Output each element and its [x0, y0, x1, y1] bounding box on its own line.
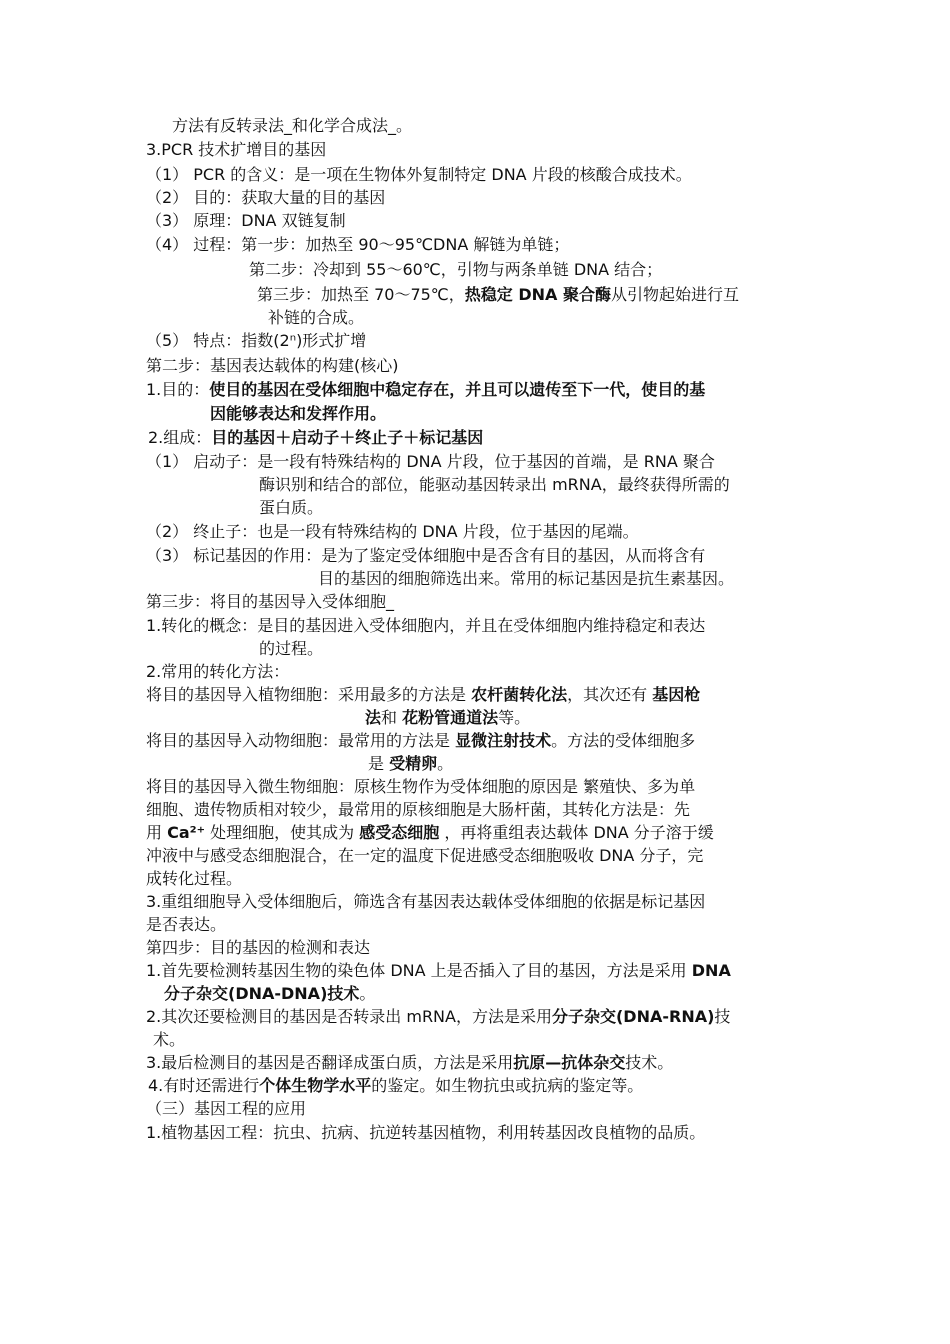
text-segment: 将目的基因导入植物细胞：采用最多的方法是 — [146, 685, 472, 704]
bold-term: 抗原—抗体杂交 — [513, 1053, 626, 1072]
text-line — [146, 684, 700, 706]
text-segment: 4.有时还需进行 — [148, 1076, 260, 1095]
text-segment: 成转化过程。 — [146, 869, 243, 888]
text-line — [148, 427, 483, 449]
text-line — [146, 822, 714, 844]
text-line — [146, 891, 705, 913]
text-segment: 3.PCR 技术扩增目的基因 — [146, 140, 327, 159]
text-segment: 2.常用的转化方法： — [146, 662, 290, 681]
text-segment: 细胞、遗传物质相对较少，最常用的原核细胞是大肠杆菌，其转化方法是：先 — [146, 800, 691, 819]
bold-term: 因能够表达和发挥作用。 — [210, 404, 387, 423]
text-line — [146, 379, 705, 401]
section-heading — [146, 937, 370, 959]
text-segment: 技 — [714, 1007, 731, 1026]
text-segment: 等。 — [498, 708, 531, 727]
text-line — [146, 1006, 730, 1028]
bold-term: 分子杂交(DNA-DNA)技术 — [164, 984, 360, 1003]
text-segment: 。 — [359, 984, 376, 1003]
text-segment: 冲液中与感受态细胞混合，在一定的温度下促进感受态细胞吸收 DNA 分子，完 — [146, 846, 704, 865]
text-segment: 第三步：将目的基因导入受体细胞_ — [146, 592, 395, 611]
text-line — [164, 983, 375, 1005]
bold-term: 使目的基因在受体细胞中稳定存在，并且可以遗传至下一代，使目的基 — [209, 380, 706, 399]
bold-term: 目的基因＋启动子＋终止子＋标记基因 — [211, 428, 484, 447]
text-line — [146, 960, 731, 982]
text-segment: （三）基因工程的应用 — [146, 1099, 307, 1118]
text-line — [257, 284, 739, 306]
text-line — [249, 259, 662, 281]
text-line — [259, 497, 323, 519]
text-line — [259, 638, 323, 660]
text-segment: 第三步：加热至 70～75℃， — [257, 285, 465, 304]
bold-term: 受精卵 — [389, 754, 438, 773]
text-segment: 补链的合成。 — [268, 308, 365, 327]
text-segment: 蛋白质。 — [259, 498, 324, 517]
text-segment: ，其次还有 — [567, 685, 653, 704]
text-segment: 3.重组细胞导入受体细胞后，筛选含有基因表达载体受体细胞的依据是标记基因 — [146, 892, 706, 911]
text-line — [365, 707, 530, 729]
text-line — [146, 164, 692, 186]
bold-term: 感受态细胞 — [359, 823, 440, 842]
text-line — [146, 210, 346, 232]
text-line — [146, 845, 703, 867]
bold-term: 个体生物学水平 — [259, 1076, 372, 1095]
text-segment: 术。 — [153, 1030, 186, 1049]
bold-term: 基因枪 — [652, 685, 701, 704]
text-segment: 3.最后检测目的基因是否翻译成蛋白质，方法是采用 — [146, 1053, 514, 1072]
text-line — [268, 307, 364, 329]
section-heading — [146, 355, 399, 377]
text-line — [146, 234, 569, 256]
text-line — [259, 474, 730, 496]
text-segment: 1.目的： — [146, 380, 210, 399]
bold-term: 热稳定 DNA 聚合酶 — [464, 285, 611, 304]
text-segment: 将目的基因导入微生物细胞：原核生物作为受体细胞的原因是 繁殖快、多为单 — [146, 777, 696, 796]
text-segment: 第二步：基因表达载体的构建(核心) — [146, 356, 399, 375]
text-segment: 1.转化的概念：是目的基因进入受体细胞内，并且在受体细胞内维持稳定和表达 — [146, 616, 706, 635]
text-segment: 技术。 — [625, 1053, 674, 1072]
text-segment: ，再将重组表达载体 DNA 分子溶于缓 — [439, 823, 714, 842]
text-segment: （4） 过程：第一步：加热至 90～95℃DNA 解链为单链； — [146, 235, 570, 254]
bold-term: Ca²⁺ — [167, 823, 206, 842]
text-line — [153, 1029, 185, 1051]
text-segment: （3） 原理：DNA 双链复制 — [146, 211, 346, 230]
text-segment: （1） PCR 的含义：是一项在生物体外复制特定 DNA 片段的核酸合成技术。 — [146, 165, 692, 184]
text-segment: （5） 特点：指数(2ⁿ)形式扩增 — [146, 331, 367, 350]
text-segment: 从引物起始进行互 — [610, 285, 739, 304]
text-segment: 和 — [381, 708, 403, 727]
text-segment: （2） 终止子：也是一段有特殊结构的 DNA 片段，位于基因的尾端。 — [146, 522, 639, 541]
text-segment: 是否表达。 — [146, 915, 227, 934]
text-segment: 方法有反转录法_和化学合成法_。 — [172, 116, 413, 135]
bold-term: 法 — [365, 708, 382, 727]
text-line — [368, 753, 453, 775]
bold-term: 分子杂交(DNA-RNA) — [551, 1007, 715, 1026]
text-segment: 。 — [437, 754, 454, 773]
section-heading — [146, 139, 326, 161]
text-line — [318, 568, 734, 590]
text-segment: 。方法的受体细胞多 — [551, 731, 696, 750]
section-heading — [146, 1098, 306, 1120]
text-line — [146, 615, 705, 637]
text-line — [146, 330, 366, 352]
text-line — [172, 115, 412, 137]
text-line — [146, 545, 705, 567]
text-segment: 2.组成： — [148, 428, 212, 447]
text-line — [146, 1122, 705, 1144]
text-segment: 处理细胞，使其成为 — [205, 823, 360, 842]
text-line — [148, 1075, 643, 1097]
text-segment: 是 — [368, 754, 390, 773]
text-segment: 1.首先要检测转基因生物的染色体 DNA 上是否插入了目的基因，方法是采用 — [146, 961, 692, 980]
text-line — [146, 799, 690, 821]
text-line — [146, 776, 695, 798]
text-segment: 第二步：冷却到 55～60℃，引物与两条单链 DNA 结合； — [249, 260, 663, 279]
bold-term: DNA — [691, 961, 731, 980]
text-segment: （1） 启动子：是一段有特殊结构的 DNA 片段，位于基因的首端，是 RNA 聚合 — [146, 452, 715, 471]
text-line — [146, 914, 226, 936]
text-segment: 的过程。 — [259, 639, 324, 658]
bold-term: 显微注射技术 — [455, 731, 552, 750]
text-segment: 第四步：目的基因的检测和表达 — [146, 938, 371, 957]
text-line — [146, 521, 639, 543]
text-line — [146, 730, 695, 752]
section-heading — [146, 591, 394, 613]
text-segment: 2.其次还要检测目的基因是否转录出 mRNA，方法是采用 — [146, 1007, 552, 1026]
text-line — [146, 1052, 673, 1074]
text-segment: 酶识别和结合的部位，能驱动基因转录出 mRNA，最终获得所需的 — [259, 475, 730, 494]
text-line — [146, 451, 715, 473]
text-segment: 1.植物基因工程：抗虫、抗病、抗逆转基因植物，利用转基因改良植物的品质。 — [146, 1123, 706, 1142]
text-segment: 目的基因的细胞筛选出来。常用的标记基因是抗生素基因。 — [318, 569, 735, 588]
text-line — [210, 403, 386, 425]
text-line — [146, 187, 385, 209]
bold-term: 花粉管通道法 — [402, 708, 499, 727]
text-line — [146, 868, 242, 890]
text-segment: （2） 目的：获取大量的目的基因 — [146, 188, 386, 207]
bold-term: 农杆菌转化法 — [471, 685, 568, 704]
text-segment: 用 — [146, 823, 168, 842]
text-segment: 将目的基因导入动物细胞：最常用的方法是 — [146, 731, 456, 750]
text-segment: （3） 标记基因的作用：是为了鉴定受体细胞中是否含有目的基因，从而将含有 — [146, 546, 706, 565]
text-line — [146, 661, 289, 683]
text-segment: 的鉴定。如生物抗虫或抗病的鉴定等。 — [371, 1076, 644, 1095]
